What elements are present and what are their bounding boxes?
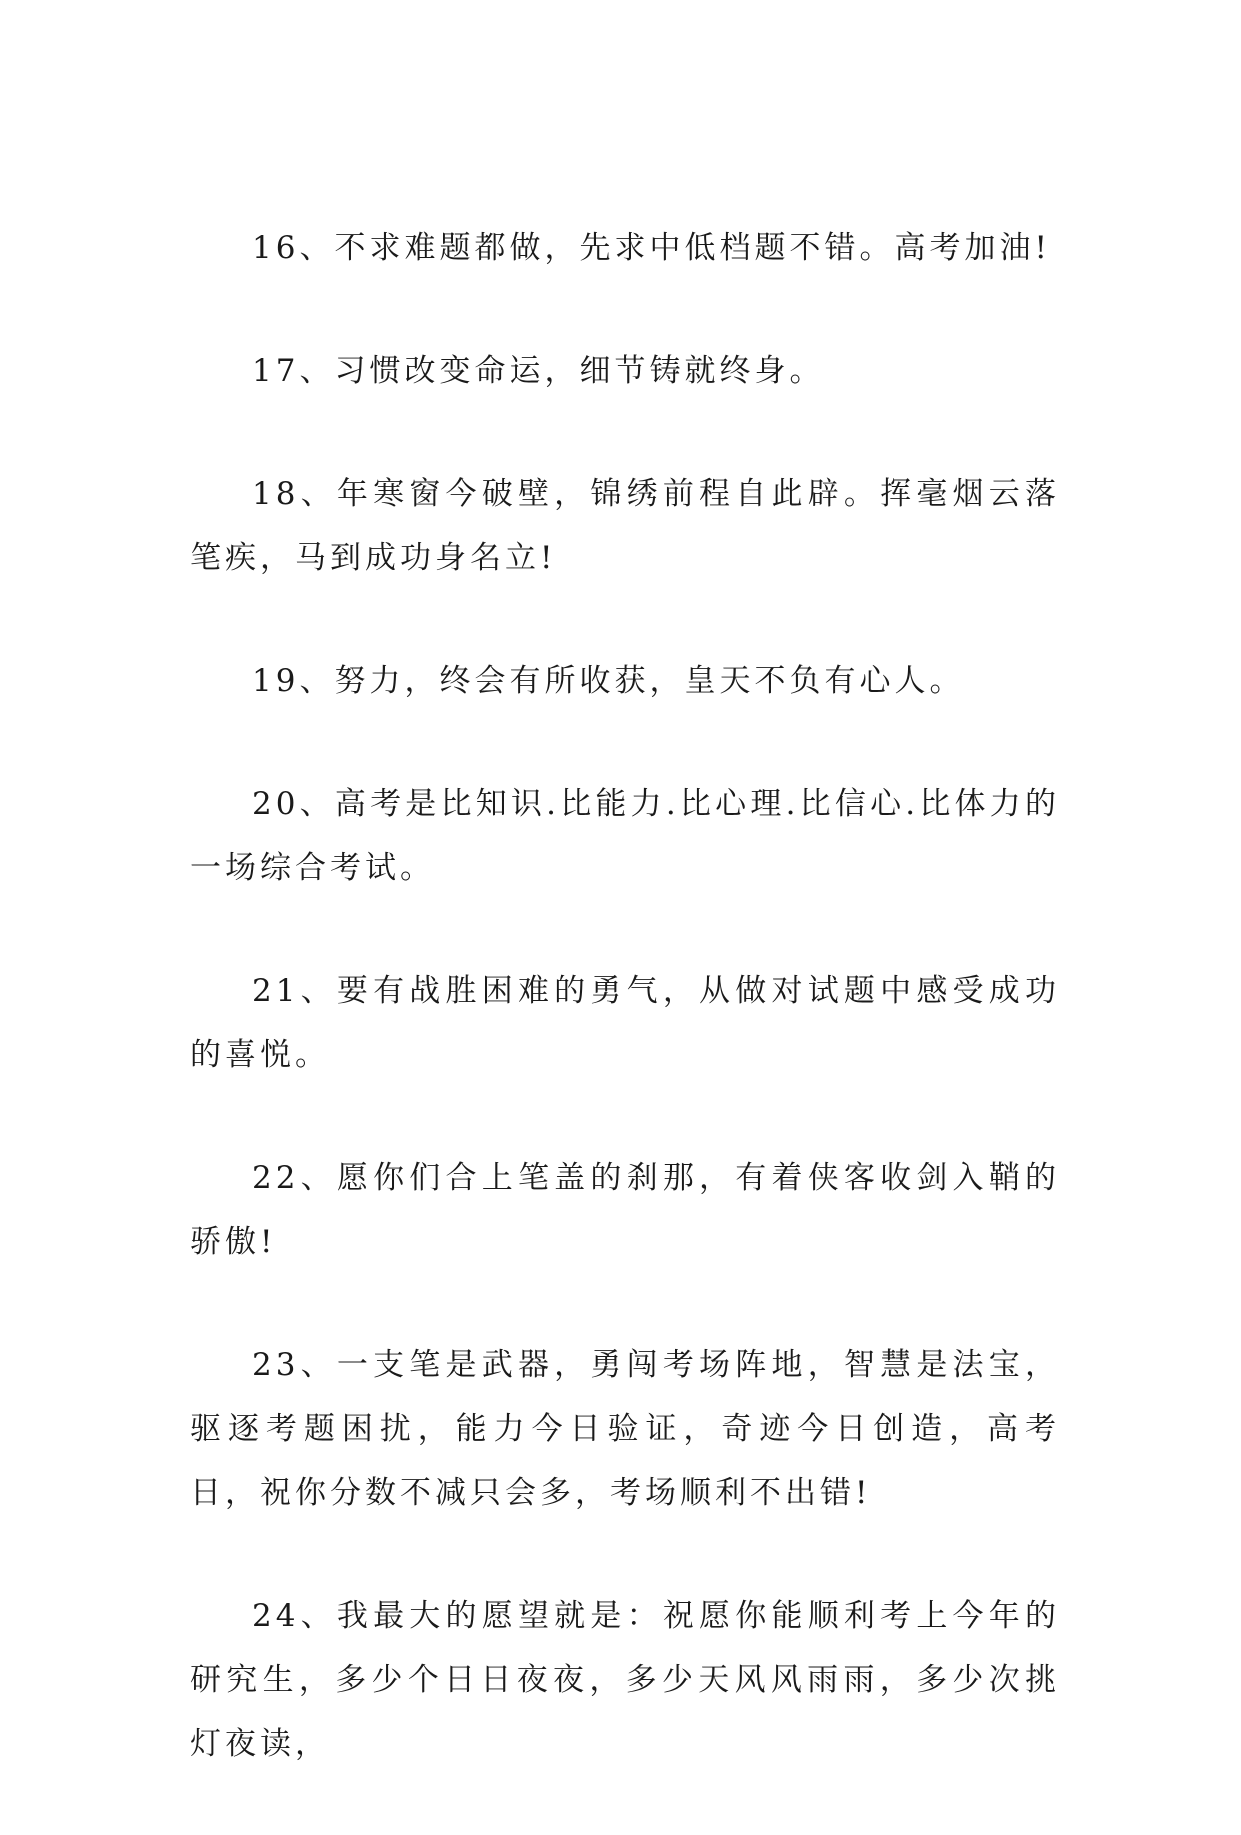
paragraph-23: 23、一支笔是武器，勇闯考场阵地，智慧是法宝，驱逐考题困扰，能力今日验证，奇迹今日创造，高考日，祝你分数不减只会多，考场顺利不出错! <box>190 1347 1060 1511</box>
document-body <box>190 216 1060 1835</box>
paragraph-22: 22、愿你们合上笔盖的刹那，有着侠客收剑入鞘的骄傲! <box>190 1160 1060 1260</box>
paragraph-24: 24、我最大的愿望就是：祝愿你能顺利考上今年的研究生，多少个日日夜夜，多少天风风雨雨，多少次挑灯夜读， <box>190 1598 1060 1762</box>
paragraph-20: 20、高考是比知识.比能力.比心理.比信心.比体力的一场综合考试。 <box>190 786 1060 886</box>
paragraph-17: 17、习惯改变命运，细节铸就终身。 <box>252 353 825 389</box>
paragraph-16: 16、不求难题都做，先求中低档题不错。高考加油! <box>252 230 1051 266</box>
paragraph-19: 19、努力，终会有所收获，皇天不负有心人。 <box>252 663 965 699</box>
paragraph-18: 18、年寒窗今破壁，锦绣前程自此辟。挥毫烟云落笔疾，马到成功身名立! <box>190 476 1060 576</box>
paragraph-21: 21、要有战胜困难的勇气，从做对试题中感受成功的喜悦。 <box>190 973 1060 1073</box>
